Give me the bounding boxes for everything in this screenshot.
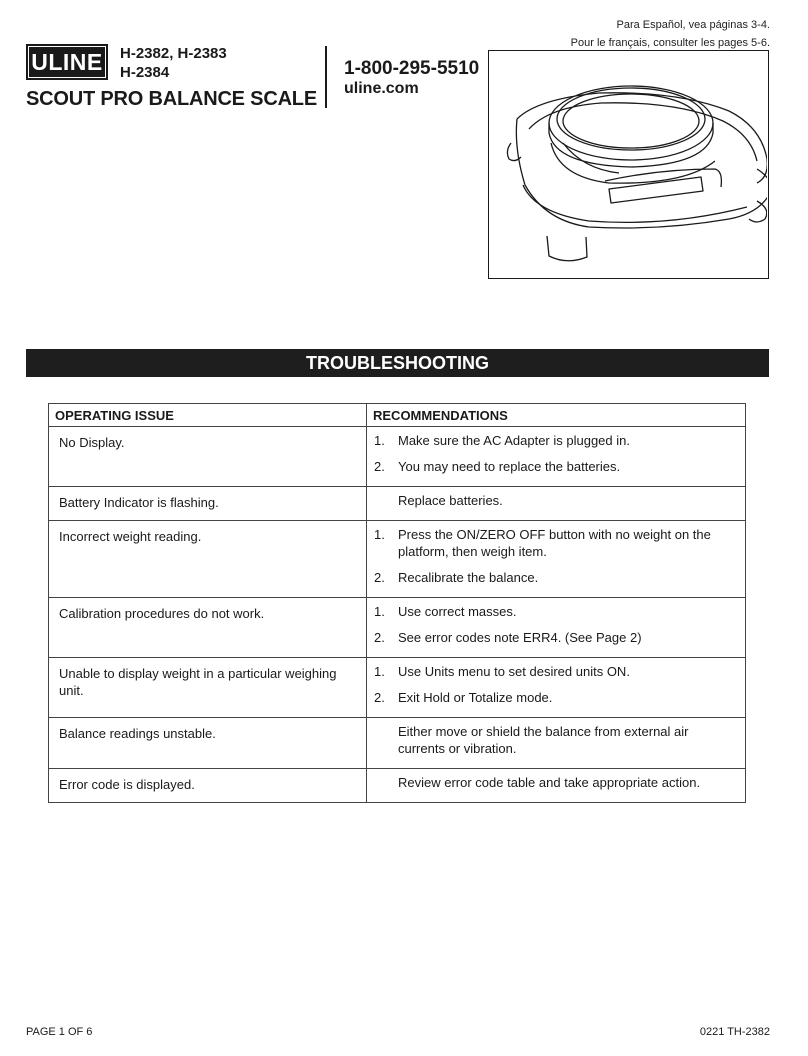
rec-text: Review error code table and take appropriate action.: [398, 775, 701, 790]
recommendations-cell: [367, 427, 746, 487]
uline-logo: ULINE: [26, 44, 108, 80]
rec-number: 1.: [374, 433, 385, 448]
phone-number: 1-800-295-5510: [344, 58, 480, 79]
website: uline.com: [344, 80, 419, 97]
rec-text: Use Units menu to set desired units ON.: [398, 664, 630, 679]
model-line-1: H-2382, H-2383: [120, 45, 227, 62]
rec-number: [374, 492, 398, 509]
recommendation: [374, 603, 735, 620]
page-number: PAGE 1 OF 6: [26, 1026, 93, 1038]
table-row: [49, 718, 746, 769]
issue-cell: Balance readings unstable.: [49, 718, 367, 769]
recommendation: [374, 774, 735, 791]
recommendations-cell: [367, 598, 746, 658]
rec-number: 1.: [374, 527, 385, 542]
table-row: [49, 427, 746, 487]
issue-cell: Battery Indicator is flashing.: [49, 487, 367, 521]
rec-text: Exit Hold or Totalize mode.: [398, 690, 553, 705]
french-note: Pour le français, consulter les pages 5-6.: [570, 37, 770, 49]
table-row: [49, 769, 746, 803]
model-numbers: [120, 44, 227, 82]
language-notes: [571, 16, 770, 52]
issue-cell: Error code is displayed.: [49, 769, 367, 803]
rec-number: 2.: [374, 630, 385, 645]
rec-number: [374, 774, 398, 791]
recommendation: [374, 723, 735, 757]
table-row: [49, 487, 746, 521]
model-line-2: H-2384: [120, 64, 170, 81]
rec-text: Use correct masses.: [398, 604, 517, 619]
table-header-row: [49, 404, 746, 427]
rec-number: 2.: [374, 690, 385, 705]
document-code: 0221 TH-2382: [699, 1026, 770, 1038]
recommendations-cell: [367, 521, 746, 598]
rec-text: Either move or shield the balance from external air currents or vibration.: [398, 724, 689, 756]
table-row: [49, 598, 746, 658]
recommendation: [374, 689, 735, 706]
section-title-bar: TROUBLESHOOTING: [26, 349, 769, 377]
issue-cell: Unable to display weight in a particular weighing unit.: [49, 658, 367, 718]
recommendations-cell: [367, 487, 746, 521]
table-row: [49, 658, 746, 718]
rec-text: Make sure the AC Adapter is plugged in.: [398, 433, 630, 448]
issue-cell: Calibration procedures do not work.: [49, 598, 367, 658]
product-illustration: [488, 50, 769, 279]
recommendations-cell: [367, 658, 746, 718]
recommendation: [374, 492, 735, 509]
rec-number: 2.: [374, 570, 385, 585]
rec-number: [374, 723, 398, 757]
balance-scale-illustration: [489, 51, 767, 277]
rec-text: Replace batteries.: [398, 493, 503, 508]
rec-text: Press the ON/ZERO OFF button with no weight on the platform, then weigh item.: [398, 527, 711, 559]
header-divider: [325, 46, 327, 108]
recommendation: [374, 458, 735, 475]
issue-cell: No Display.: [49, 427, 367, 487]
recommendations-cell: [367, 769, 746, 803]
rec-number: 2.: [374, 459, 385, 474]
rec-text: See error codes note ERR4. (See Page 2): [398, 630, 642, 645]
rec-text: Recalibrate the balance.: [398, 570, 539, 585]
header-operating-issue: OPERATING ISSUE: [49, 404, 367, 427]
troubleshooting-table: [48, 403, 746, 803]
recommendation: [374, 526, 735, 560]
recommendation: [374, 569, 735, 586]
spanish-note: Para Español, vea páginas 3-4.: [616, 19, 770, 31]
recommendation: [374, 432, 735, 449]
rec-number: 1.: [374, 604, 385, 619]
table-row: [49, 521, 746, 598]
header-recommendations: RECOMMENDATIONS: [367, 404, 746, 427]
rec-text: You may need to replace the batteries.: [398, 459, 621, 474]
rec-number: 1.: [374, 664, 385, 679]
recommendation: [374, 663, 735, 680]
recommendations-cell: [367, 718, 746, 769]
product-title: SCOUT PRO BALANCE SCALE: [26, 88, 317, 110]
issue-cell: Incorrect weight reading.: [49, 521, 367, 598]
recommendation: [374, 629, 735, 646]
